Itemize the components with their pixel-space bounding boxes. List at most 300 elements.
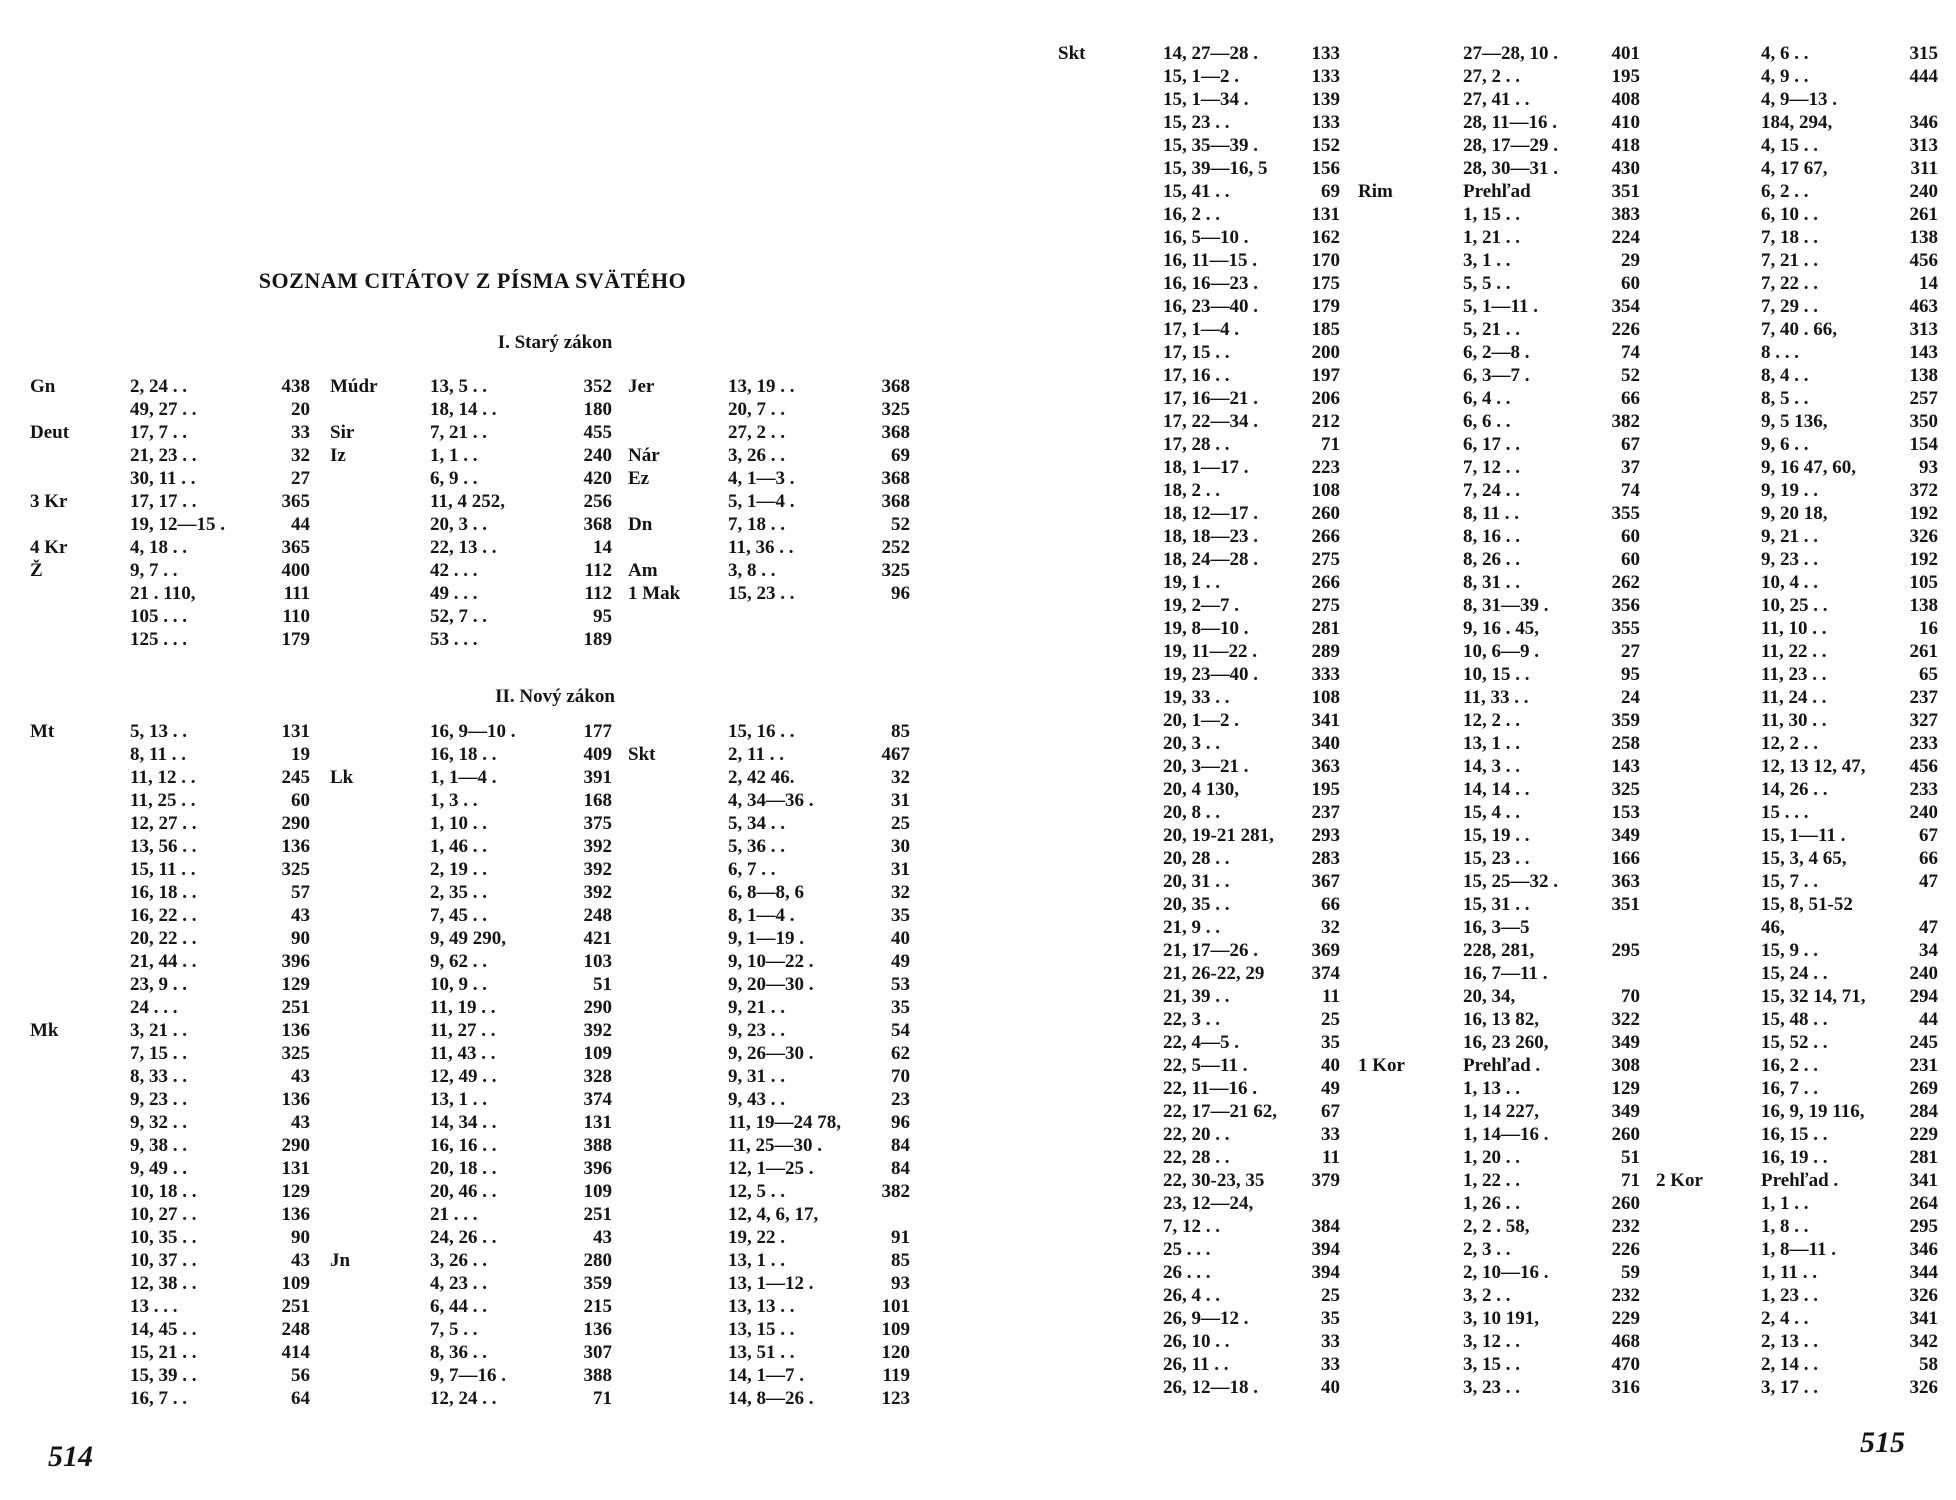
- page-reference: 463: [1909, 296, 1938, 317]
- page-reference: 260: [1311, 503, 1340, 524]
- index-entry: [1656, 801, 1938, 824]
- citation: 12, 38 . .: [130, 1273, 197, 1294]
- citation: 21, 39 . .: [1163, 986, 1230, 1007]
- book-abbreviation: Iz: [330, 445, 346, 466]
- citation: 15, 39—16, 5: [1163, 158, 1268, 179]
- citation: 16, 19 . .: [1761, 1147, 1828, 1168]
- page-reference: 136: [583, 1319, 612, 1340]
- citation: 1, 26 . .: [1463, 1193, 1520, 1214]
- index-entry: [1358, 249, 1640, 272]
- citation: 9, 7—16 .: [430, 1365, 506, 1386]
- index-entry: [1058, 755, 1340, 778]
- index-entry: [1656, 1146, 1938, 1169]
- citation: 1, 22 . .: [1463, 1170, 1520, 1191]
- new-testament-column-1: [30, 720, 310, 1410]
- page-reference: 51: [593, 974, 612, 995]
- citation: 8, 33 . .: [130, 1066, 187, 1087]
- index-entry: [1656, 847, 1938, 870]
- index-entry: [1358, 525, 1640, 548]
- page-reference: 456: [1909, 756, 1938, 777]
- citation: 9, 23 . .: [728, 1020, 785, 1041]
- citation: 11, 25 . .: [130, 790, 196, 811]
- page-reference: 223: [1311, 457, 1340, 478]
- citation: 5, 1—11 .: [1463, 296, 1538, 317]
- index-entry: [628, 1134, 910, 1157]
- page-reference: 316: [1611, 1377, 1640, 1398]
- index-entry: [30, 375, 310, 398]
- page-reference: 136: [281, 1020, 310, 1041]
- page-reference: 52: [1621, 365, 1640, 386]
- index-entry: [330, 743, 612, 766]
- index-entry: [1656, 686, 1938, 709]
- citation: 27, 41 . .: [1463, 89, 1530, 110]
- citation: 16, 3—5: [1463, 917, 1530, 938]
- index-entry: [1358, 295, 1640, 318]
- page-reference: 224: [1611, 227, 1640, 248]
- citation: 42 . . .: [430, 560, 478, 581]
- citation: 5, 36 . .: [728, 836, 785, 857]
- citation: 46,: [1761, 917, 1785, 938]
- page-reference: 257: [1909, 388, 1938, 409]
- citation: 2, 11 . .: [728, 744, 784, 765]
- index-entry: [30, 1042, 310, 1065]
- citation: 21, 44 . .: [130, 951, 197, 972]
- page-reference: 58: [1919, 1354, 1938, 1375]
- citation: 26, 9—12 .: [1163, 1308, 1249, 1329]
- index-entry: [30, 1088, 310, 1111]
- citation: 15 . . .: [1761, 802, 1809, 823]
- citation: 14, 3 . .: [1463, 756, 1520, 777]
- page-reference: 346: [1909, 112, 1938, 133]
- index-entry: [30, 927, 310, 950]
- index-entry: [1358, 1284, 1640, 1307]
- index-entry: [1058, 548, 1340, 571]
- citation: 2, 42 46.: [728, 767, 795, 788]
- citation: 14, 34 . .: [430, 1112, 497, 1133]
- citation: 5, 34 . .: [728, 813, 785, 834]
- page-reference: 346: [1909, 1239, 1938, 1260]
- page-reference: 326: [1909, 1377, 1938, 1398]
- citation: 21, 23 . .: [130, 445, 197, 466]
- page-reference: 67: [1621, 434, 1640, 455]
- page-reference: 410: [1611, 112, 1640, 133]
- page-reference: 84: [891, 1135, 910, 1156]
- page-reference: 382: [881, 1181, 910, 1202]
- page-reference: 71: [593, 1388, 612, 1409]
- citation: 16, 7 . .: [130, 1388, 187, 1409]
- page-reference: 313: [1909, 135, 1938, 156]
- index-entry: [1656, 180, 1938, 203]
- page-reference: 105: [1909, 572, 1938, 593]
- index-entry: [1058, 801, 1340, 824]
- page-reference: 280: [583, 1250, 612, 1271]
- page-reference: 289: [1311, 641, 1340, 662]
- page-reference: 66: [1621, 388, 1640, 409]
- book-abbreviation: Mk: [30, 1020, 59, 1041]
- index-entry: [1656, 1031, 1938, 1054]
- index-entry: [1656, 479, 1938, 502]
- citation: 15, 31 . .: [1463, 894, 1530, 915]
- citation: 20, 3 . .: [1163, 733, 1220, 754]
- index-entry: [1058, 939, 1340, 962]
- page-reference: 27: [1621, 641, 1640, 662]
- citation: 18, 2 . .: [1163, 480, 1220, 501]
- page-reference: 189: [583, 629, 612, 650]
- index-entry: [1058, 502, 1340, 525]
- citation: 12, 24 . .: [430, 1388, 497, 1409]
- citation: 19, 12—15 .: [130, 514, 225, 535]
- citation: 9, 1—19 .: [728, 928, 804, 949]
- page-reference: 326: [1909, 526, 1938, 547]
- index-entry: [1058, 157, 1340, 180]
- citation: 20, 46 . .: [430, 1181, 497, 1202]
- citation: 1, 21 . .: [1463, 227, 1520, 248]
- citation: 6, 2 . .: [1761, 181, 1809, 202]
- citation: 11, 33 . .: [1463, 687, 1529, 708]
- citation: 11, 25—30 .: [728, 1135, 822, 1156]
- page-reference: 231: [1909, 1055, 1938, 1076]
- page-reference: 47: [1919, 871, 1938, 892]
- index-entry: [330, 789, 612, 812]
- citation: 27, 2 . .: [728, 422, 785, 443]
- page-reference: 275: [1311, 549, 1340, 570]
- index-entry: [30, 1295, 310, 1318]
- index-entry: [330, 605, 612, 628]
- index-entry: [1656, 1284, 1938, 1307]
- index-entry: [1358, 617, 1640, 640]
- citation: 21 . . .: [430, 1204, 478, 1225]
- index-entry: [30, 950, 310, 973]
- citation: 12, 4, 6, 17,: [728, 1204, 819, 1225]
- page-reference: 394: [1311, 1262, 1340, 1283]
- page-reference: 25: [891, 813, 910, 834]
- citation: 16, 15 . .: [1761, 1124, 1828, 1145]
- citation: 21, 26-22, 29: [1163, 963, 1265, 984]
- index-entry: [1358, 226, 1640, 249]
- citation: 6, 6 . .: [1463, 411, 1511, 432]
- index-entry: [1058, 594, 1340, 617]
- page-reference: 40: [891, 928, 910, 949]
- page-reference: 153: [1611, 802, 1640, 823]
- right-page-column-1: [1058, 42, 1340, 1399]
- index-entry: [30, 444, 310, 467]
- index-entry: [1656, 203, 1938, 226]
- citation: Prehľad: [1463, 181, 1531, 202]
- citation: 15, 23 . .: [728, 583, 795, 604]
- index-entry: [30, 904, 310, 927]
- index-entry: [330, 1203, 612, 1226]
- citation: 19, 2—7 .: [1163, 595, 1239, 616]
- book-abbreviation: Skt: [1058, 43, 1086, 64]
- index-entry: [330, 835, 612, 858]
- citation: 18, 18—23 .: [1163, 526, 1258, 547]
- citation: 15, 8, 51-52: [1761, 894, 1853, 915]
- page-reference: 32: [291, 445, 310, 466]
- page-reference: 33: [1321, 1124, 1340, 1145]
- citation: 6, 3—7 .: [1463, 365, 1530, 386]
- index-entry: [1656, 617, 1938, 640]
- right-page-column-2: [1358, 42, 1640, 1399]
- citation: 7, 24 . .: [1463, 480, 1520, 501]
- citation: 10, 35 . .: [130, 1227, 197, 1248]
- citation: 9, 16 . 45,: [1463, 618, 1539, 639]
- page-reference: 245: [1909, 1032, 1938, 1053]
- page-reference: 365: [281, 491, 310, 512]
- book-abbreviation: Dn: [628, 514, 653, 535]
- index-entry: [1656, 364, 1938, 387]
- citation: 15, 24 . .: [1761, 963, 1828, 984]
- index-entry: [1358, 824, 1640, 847]
- index-entry: [330, 858, 612, 881]
- page-reference: 401: [1611, 43, 1640, 64]
- citation: 15, 25—32 .: [1463, 871, 1558, 892]
- index-entry: [1656, 456, 1938, 479]
- page-reference: 237: [1909, 687, 1938, 708]
- section-old-testament: I. Starý zákon: [497, 332, 613, 353]
- index-entry: [30, 1111, 310, 1134]
- page-reference: 29: [1621, 250, 1640, 271]
- index-entry: [1058, 1169, 1340, 1192]
- citation: 10, 25 . .: [1761, 595, 1828, 616]
- citation: 15, 1—11 .: [1761, 825, 1846, 846]
- citation: Prehľad .: [1761, 1170, 1839, 1191]
- page-reference: 260: [1611, 1124, 1640, 1145]
- page-reference: 131: [281, 1158, 310, 1179]
- page-reference: 394: [1311, 1239, 1340, 1260]
- page-reference: 33: [291, 422, 310, 443]
- citation: 27—28, 10 .: [1463, 43, 1558, 64]
- page-reference: 388: [583, 1135, 612, 1156]
- page-reference: 200: [1311, 342, 1340, 363]
- index-entry: [628, 858, 910, 881]
- index-entry: [628, 467, 910, 490]
- page-reference: 281: [1311, 618, 1340, 639]
- page-reference: 383: [1611, 204, 1640, 225]
- page-reference: 120: [881, 1342, 910, 1363]
- index-entry: [1656, 42, 1938, 65]
- page-reference: 379: [1311, 1170, 1340, 1191]
- citation: 22, 4—5 .: [1163, 1032, 1239, 1053]
- index-entry: [1058, 272, 1340, 295]
- index-entry: [1656, 1169, 1938, 1192]
- citation: 20, 3 . .: [430, 514, 487, 535]
- page-reference: 40: [1321, 1055, 1340, 1076]
- index-entry: [1358, 479, 1640, 502]
- citation: 10, 4 . .: [1761, 572, 1818, 593]
- page-reference: 264: [1909, 1193, 1938, 1214]
- citation: 19, 22 .: [728, 1227, 785, 1248]
- citation: 6, 8—8, 6: [728, 882, 804, 903]
- page-reference: 70: [1621, 986, 1640, 1007]
- citation: 16, 2 . .: [1761, 1055, 1818, 1076]
- index-entry: [30, 1019, 310, 1042]
- citation: 22, 3 . .: [1163, 1009, 1220, 1030]
- index-entry: [1058, 42, 1340, 65]
- citation: 7, 18 . .: [1761, 227, 1818, 248]
- index-entry: [628, 375, 910, 398]
- page-reference: 47: [1919, 917, 1938, 938]
- citation: 20, 19-21 281,: [1163, 825, 1274, 846]
- book-abbreviation: Skt: [628, 744, 656, 765]
- citation: 5, 21 . .: [1463, 319, 1520, 340]
- index-entry: [1656, 111, 1938, 134]
- citation: 13, 51 . .: [728, 1342, 795, 1363]
- index-entry: [1656, 502, 1938, 525]
- citation: 14, 27—28 .: [1163, 43, 1258, 64]
- citation: 4, 34—36 .: [728, 790, 814, 811]
- citation: 8, 16 . .: [1463, 526, 1520, 547]
- page-reference: 295: [1611, 940, 1640, 961]
- index-entry: [1656, 1077, 1938, 1100]
- page-reference: 266: [1311, 526, 1340, 547]
- page-reference: 136: [281, 1204, 310, 1225]
- page-reference: 229: [1909, 1124, 1938, 1145]
- page-reference: 341: [1311, 710, 1340, 731]
- citation: 11, 27 . .: [430, 1020, 496, 1041]
- citation: 2, 13 . .: [1761, 1331, 1818, 1352]
- index-entry: [1358, 962, 1640, 985]
- index-entry: [330, 444, 612, 467]
- citation: 20, 8 . .: [1163, 802, 1220, 823]
- citation: 16, 23 260,: [1463, 1032, 1549, 1053]
- citation: 4, 23 . .: [430, 1273, 487, 1294]
- index-entry: [1358, 801, 1640, 824]
- page-reference: 30: [891, 836, 910, 857]
- index-entry: [1358, 870, 1640, 893]
- page-reference: 59: [1621, 1262, 1640, 1283]
- citation: 15, 39 . .: [130, 1365, 197, 1386]
- index-entry: [1358, 1261, 1640, 1284]
- citation: 2, 2 . 58,: [1463, 1216, 1530, 1237]
- citation: 16, 11—15 .: [1163, 250, 1257, 271]
- page-reference: 133: [1311, 66, 1340, 87]
- index-entry: [330, 1272, 612, 1295]
- page-reference: 349: [1611, 1032, 1640, 1053]
- page-reference: 57: [291, 882, 310, 903]
- page-reference: 143: [1909, 342, 1938, 363]
- index-entry: [1656, 1215, 1938, 1238]
- page-reference: 307: [583, 1342, 612, 1363]
- index-entry: [1656, 732, 1938, 755]
- index-entry: [330, 904, 612, 927]
- page-reference: 325: [281, 1043, 310, 1064]
- page-reference: 354: [1611, 296, 1640, 317]
- page-reference: 349: [1611, 825, 1640, 846]
- citation: 13, 1 . .: [728, 1250, 785, 1271]
- old-testament-column-3: [628, 375, 910, 605]
- index-entry: [1656, 134, 1938, 157]
- citation: 9, 26—30 .: [728, 1043, 814, 1064]
- index-entry: [1058, 1215, 1340, 1238]
- page-reference: 392: [583, 859, 612, 880]
- page-reference: 340: [1311, 733, 1340, 754]
- citation: 52, 7 . .: [430, 606, 487, 627]
- index-entry: [1358, 42, 1640, 65]
- page-reference: 69: [1321, 181, 1340, 202]
- page-reference: 138: [1909, 595, 1938, 616]
- citation: 14, 26 . .: [1761, 779, 1828, 800]
- index-entry: [1358, 456, 1640, 479]
- index-entry: [1358, 1077, 1640, 1100]
- index-entry: [628, 1157, 910, 1180]
- page-reference: 232: [1611, 1285, 1640, 1306]
- page-reference: 131: [281, 721, 310, 742]
- index-entry: [1358, 985, 1640, 1008]
- book-abbreviation: Jn: [330, 1250, 351, 1271]
- citation: 15, 3, 4 65,: [1761, 848, 1847, 869]
- page-reference: 71: [1321, 434, 1340, 455]
- index-entry: [330, 375, 612, 398]
- page-reference: 333: [1311, 664, 1340, 685]
- index-entry: [628, 720, 910, 743]
- index-entry: [1656, 1192, 1938, 1215]
- index-entry: [1058, 686, 1340, 709]
- page-reference: 52: [891, 514, 910, 535]
- page-reference: 95: [593, 606, 612, 627]
- citation: 8, 31 . .: [1463, 572, 1520, 593]
- citation: 6, 4 . .: [1463, 388, 1511, 409]
- citation: 11, 19 . .: [430, 997, 496, 1018]
- index-entry: [1058, 1054, 1340, 1077]
- index-entry: [1358, 732, 1640, 755]
- citation: 13, 56 . .: [130, 836, 197, 857]
- index-entry: [330, 398, 612, 421]
- citation: 4, 18 . .: [130, 537, 187, 558]
- citation: 3, 26 . .: [728, 445, 785, 466]
- index-entry: [628, 1065, 910, 1088]
- page-reference: 315: [1909, 43, 1938, 64]
- citation: 4, 1—3 .: [728, 468, 795, 489]
- index-entry: [330, 1042, 612, 1065]
- citation: 9, 43 . .: [728, 1089, 785, 1110]
- page-reference: 109: [583, 1043, 612, 1064]
- index-entry: [1358, 1169, 1640, 1192]
- index-entry: [30, 1203, 310, 1226]
- index-entry: [1058, 1261, 1340, 1284]
- citation: 1, 14—16 .: [1463, 1124, 1549, 1145]
- page-reference: 177: [583, 721, 612, 742]
- index-entry: [1058, 1146, 1340, 1169]
- citation: 8, 11 . .: [130, 744, 186, 765]
- citation: 13, 1—12 .: [728, 1273, 814, 1294]
- page-reference: 110: [282, 606, 310, 627]
- index-entry: [1358, 134, 1640, 157]
- index-entry: [330, 467, 612, 490]
- citation: 21, 17—26 .: [1163, 940, 1258, 961]
- index-entry: [30, 720, 310, 743]
- citation: 18, 14 . .: [430, 399, 497, 420]
- page-reference: 152: [1311, 135, 1340, 156]
- citation: 13 . . .: [130, 1296, 178, 1317]
- index-entry: [1358, 663, 1640, 686]
- index-entry: [1358, 1238, 1640, 1261]
- page-reference: 60: [291, 790, 310, 811]
- page-reference: 53: [891, 974, 910, 995]
- citation: 16, 16 . .: [430, 1135, 497, 1156]
- citation: 3, 17 . .: [1761, 1377, 1818, 1398]
- citation: 11, 43 . .: [430, 1043, 496, 1064]
- page-reference: 258: [1611, 733, 1640, 754]
- index-entry: [1358, 1146, 1640, 1169]
- right-page-column-3: [1656, 42, 1938, 1399]
- citation: 22, 30-23, 35: [1163, 1170, 1265, 1191]
- page-reference: 355: [1611, 618, 1640, 639]
- page-reference: 409: [583, 744, 612, 765]
- citation: 26, 11 . .: [1163, 1354, 1229, 1375]
- citation: 3, 12 . .: [1463, 1331, 1520, 1352]
- page-reference: 311: [1910, 158, 1938, 179]
- page-reference: 392: [583, 836, 612, 857]
